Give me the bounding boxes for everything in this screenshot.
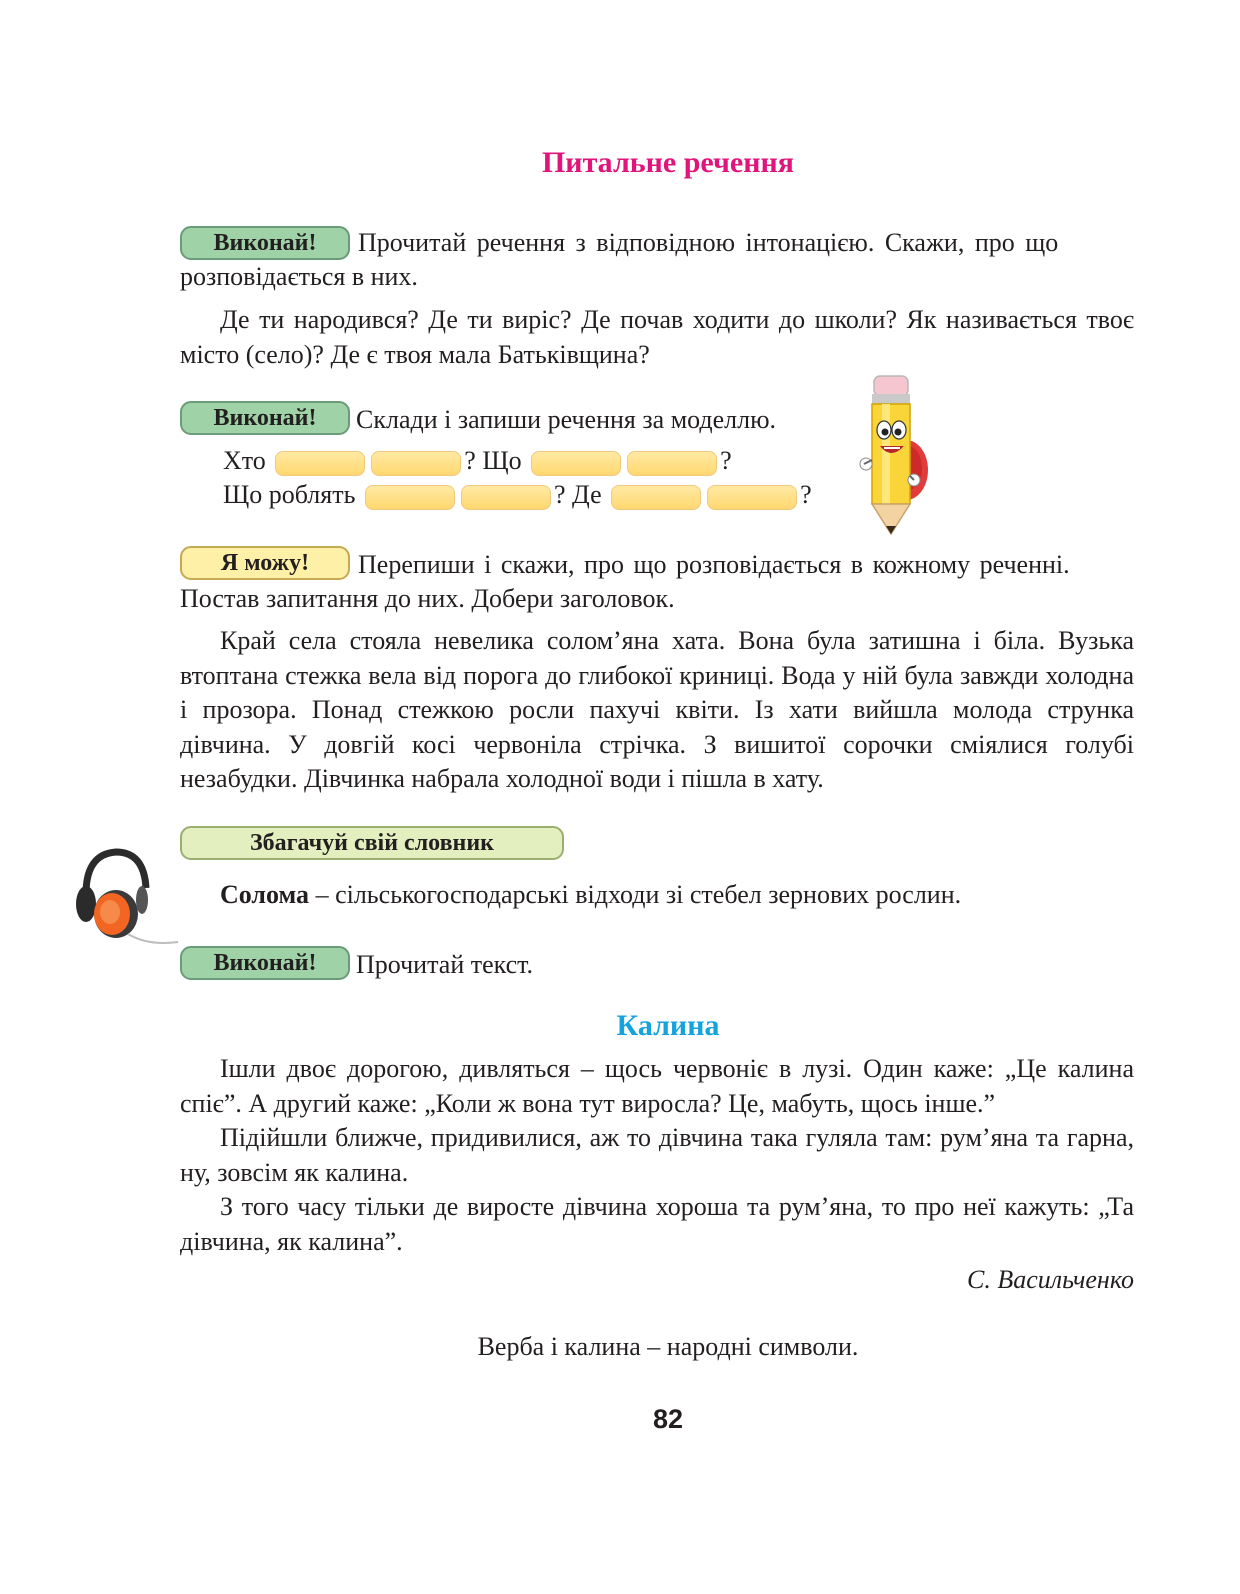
story-paragraph-1: Ішли двоє дорогою, дивляться – щось червоніє в лузі. Один каже: „Це калина спіє”. А другий каже: „Коли ж вона тут виросла? Це, мабуть, щось інше.”	[180, 1054, 1134, 1118]
blank-slot[interactable]	[707, 485, 797, 510]
question-mark: ?	[800, 480, 812, 509]
pencil-character-icon	[852, 372, 932, 542]
blank-slot[interactable]	[275, 451, 365, 476]
question-mark: ?	[720, 446, 732, 475]
story-title: Калина	[616, 1009, 720, 1042]
question-mark: ?	[464, 446, 476, 475]
task4-instruction: Прочитай текст.	[356, 950, 534, 979]
task1-instruction-line2: розповідається в них.	[180, 262, 418, 291]
task-badge-do-1: Виконай!	[180, 226, 350, 260]
task-badge-do-2: Виконай!	[180, 401, 350, 435]
task2-instruction: Склади і запиши речення за моделлю.	[356, 405, 777, 434]
story-author: С. Васильченко	[967, 1265, 1134, 1294]
blank-slot[interactable]	[531, 451, 621, 476]
model-line-1	[223, 444, 732, 478]
task-badge-do-3: Виконай!	[180, 946, 350, 980]
question-mark: ?	[553, 480, 566, 509]
blank-slot[interactable]	[371, 451, 461, 476]
vocabulary-definition: – сільськогосподарські відходи зі стебел зернових рослин.	[309, 880, 962, 909]
blank-slot[interactable]	[627, 451, 717, 476]
model-word-who: Хто	[223, 446, 266, 475]
vocabulary-badge: Збагачуй свій словник	[180, 826, 564, 860]
model-word-do: Що роблять	[223, 480, 356, 509]
model-word-where: Де	[572, 480, 602, 509]
blank-slot[interactable]	[461, 485, 551, 510]
story-paragraph-2: Підійшли ближче, придивилися, аж то дівчина така гуляла там: рум’яна та гарна, ну, зовсім як калина.	[180, 1123, 1134, 1187]
headphones-icon	[72, 848, 180, 948]
model-line-2	[223, 478, 812, 512]
page-number: 82	[652, 1404, 684, 1434]
closing-line: Верба і калина – народні символи.	[477, 1332, 859, 1361]
vocabulary-term: Солома	[220, 880, 310, 909]
task3-instruction-line1: Перепиши і скажи, про що розповідається в кожному реченні.	[358, 550, 1070, 579]
task1-instruction-line1: Прочитай речення з відповідною інтонацією. Скажи, про що	[358, 228, 1059, 257]
vocabulary-entry	[220, 880, 961, 910]
task-badge-can: Я можу!	[180, 546, 350, 580]
task3-instruction-line2: Постав запитання до них. Добери заголовок.	[180, 584, 675, 613]
page-title: Питальне речення	[541, 146, 795, 179]
task3-text: Край села стояла невелика солом’яна хата. Вона була затишна і біла. Вузька втоптана стежка вела від порога до глибокої криниці. Вода у ній була завжди холодна і прозора. Понад стежкою росли пахучі квіти. Із хати вийшла молода струнка дівчина. У довгій косі червоніла стрічка. З вишитої сорочки сміялися голубі незабудки. Дівчинка набрала холодної води і пішла в хату.	[180, 626, 1134, 793]
task1-text: Де ти народився? Де ти виріс? Де почав ходити до школи? Як називається твоє місто (село)? Де є твоя мала Батьківщина?	[180, 305, 1134, 369]
blank-slot[interactable]	[365, 485, 455, 510]
story-paragraph-3: З того часу тільки де виросте дівчина хороша та рум’яна, то про неї кажуть: „Та дівчина, як калина”.	[180, 1192, 1134, 1256]
model-word-what: Що	[482, 446, 522, 475]
blank-slot[interactable]	[611, 485, 701, 510]
